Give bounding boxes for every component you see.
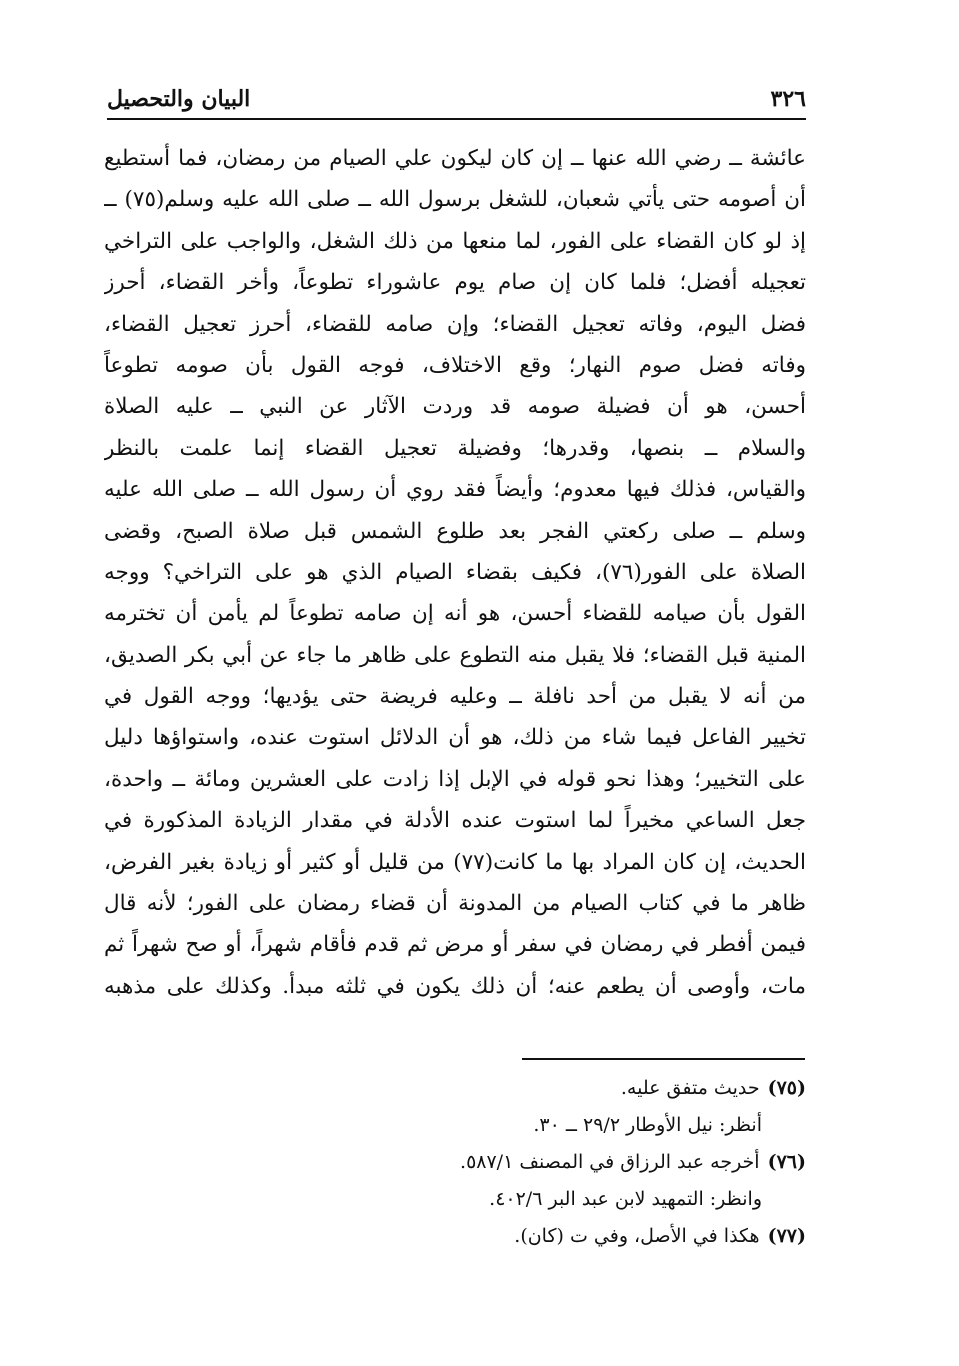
- text-line: والقياس، فذلك فيها معدوم؛ وأيضاً فقد روي أن رسول الله ــ صلى الله عليه: [104, 477, 806, 503]
- running-head: [107, 84, 806, 114]
- footnote-text: أخرجه عبد الرزاق في المصنف ٥٨٧/١.: [460, 1151, 760, 1173]
- book-title: البيان والتحصيل: [107, 86, 251, 112]
- text-line: وفاته فضل صوم النهار؛ وقع الاختلاف، فوجه القول بأن صومه تطوعاً: [104, 352, 806, 378]
- text-line: تعجيله أفضل؛ فلما كان إن صام يوم عاشوراء تطوعاً، وأخر القضاء، أحرز: [104, 270, 806, 296]
- text-line: من أنه لا يقبل من أحد نافلة ــ وعليه فريضة حتى يؤديها؛ ووجه القول في: [104, 684, 806, 710]
- footnote-continuation: [246, 1107, 806, 1144]
- footnotes: [246, 1070, 806, 1255]
- footnote-rule: [522, 1058, 805, 1060]
- footnote-continuation: [246, 1181, 806, 1218]
- footnote-text: أنظر: نيل الأوطار ٢٩/٢ ــ ٣٠.: [533, 1114, 762, 1136]
- text-line: الصلاة على الفور(٧٦)، فكيف بقضاء الصيام الذي هو على التراخي؟ ووجه: [104, 559, 806, 585]
- footnote-number: (٧٥): [767, 1077, 806, 1099]
- footnote: [246, 1070, 806, 1107]
- text-line: مات، وأوصى أن يطعم عنه؛ أن ذلك يكون في ثلثه مبدأ. وكذلك على مذهبه: [104, 973, 806, 999]
- text-line: المنية قبل القضاء؛ فلا يقبل منه التطوع على ظاهر ما جاء عن أبي بكر الصديق،: [104, 642, 806, 668]
- text-line: عائشة ــ رضي الله عنها ــ إن كان ليكون علي الصيام من رمضان، فما أستطيع: [104, 146, 806, 171]
- text-line: أحسن، هو أن فضيلة صومه قد وردت الآثار عن النبي ــ عليه الصلاة: [104, 394, 806, 420]
- text-line: القول بأن صيامه للقضاء أحسن، هو أنه إن صامه تطوعاً لم يأمن أن تخترمه: [104, 601, 806, 627]
- footnote-text: حديث متفق عليه.: [620, 1077, 760, 1099]
- header-rule: [107, 118, 806, 120]
- text-line: إذ لو كان القضاء على الفور، لما منعها من ذلك الشغل، والواجب على التراخي: [104, 228, 806, 254]
- text-line: الحديث، إن كان المراد بها ما كانت(٧٧) من قليل أو كثير أو زيادة بغير الفرض،: [104, 849, 806, 875]
- footnote-text: وانظر: التمهيد لابن عبد البر ٤٠٢/٦.: [489, 1188, 762, 1210]
- footnote: [246, 1144, 806, 1181]
- text-line: ظاهر ما في كتاب الصيام من المدونة أن قضاء رمضان على الفور؛ لأنه قال: [104, 891, 806, 917]
- text-line: فضل اليوم، وفاته تعجيل القضاء؛ وإن صامه للقضاء، أحرز تعجيل القضاء،: [104, 311, 806, 337]
- text-line: جعل الساعي مخيراً لما استوت عنده الأدلة في مقدار الزيادة المذكورة في: [104, 808, 806, 834]
- text-line: على التخيير؛ وهذا نحو قوله في الإبل إذا زادت على العشرين ومائة ــ واحدة،: [104, 766, 806, 792]
- text-line: تخيير الفاعل فيما شاء من ذلك، هو أن الدلائل استوت عنده، واستواؤها دليل: [104, 725, 806, 751]
- footnote-text: هكذا في الأصل، وفي ت (كان).: [514, 1225, 760, 1247]
- footnote-number: (٧٧): [767, 1225, 806, 1247]
- text-line: وسلم ــ صلى ركعتي الفجر بعد طلوع الشمس قبل صلاة الصبح، وقضى: [104, 518, 806, 544]
- footnote: [246, 1218, 806, 1255]
- text-line: والسلام ــ بنصها، وقدرها؛ وفضيلة تعجيل القضاء إنما علمت بالنظر: [104, 435, 806, 461]
- text-line: فيمن أفطر في رمضان في سفر أو مرض ثم قدم فأقام شهراً، أو صح شهراً ثم: [104, 932, 806, 958]
- footnote-number: (٧٦): [767, 1151, 806, 1173]
- main-text: [104, 138, 806, 1007]
- page-number: ٣٢٦: [770, 86, 806, 112]
- text-line: أن أصومه حتى يأتي شعبان، للشغل برسول الله ــ صلى الله عليه وسلم(٧٥) ــ: [104, 187, 806, 213]
